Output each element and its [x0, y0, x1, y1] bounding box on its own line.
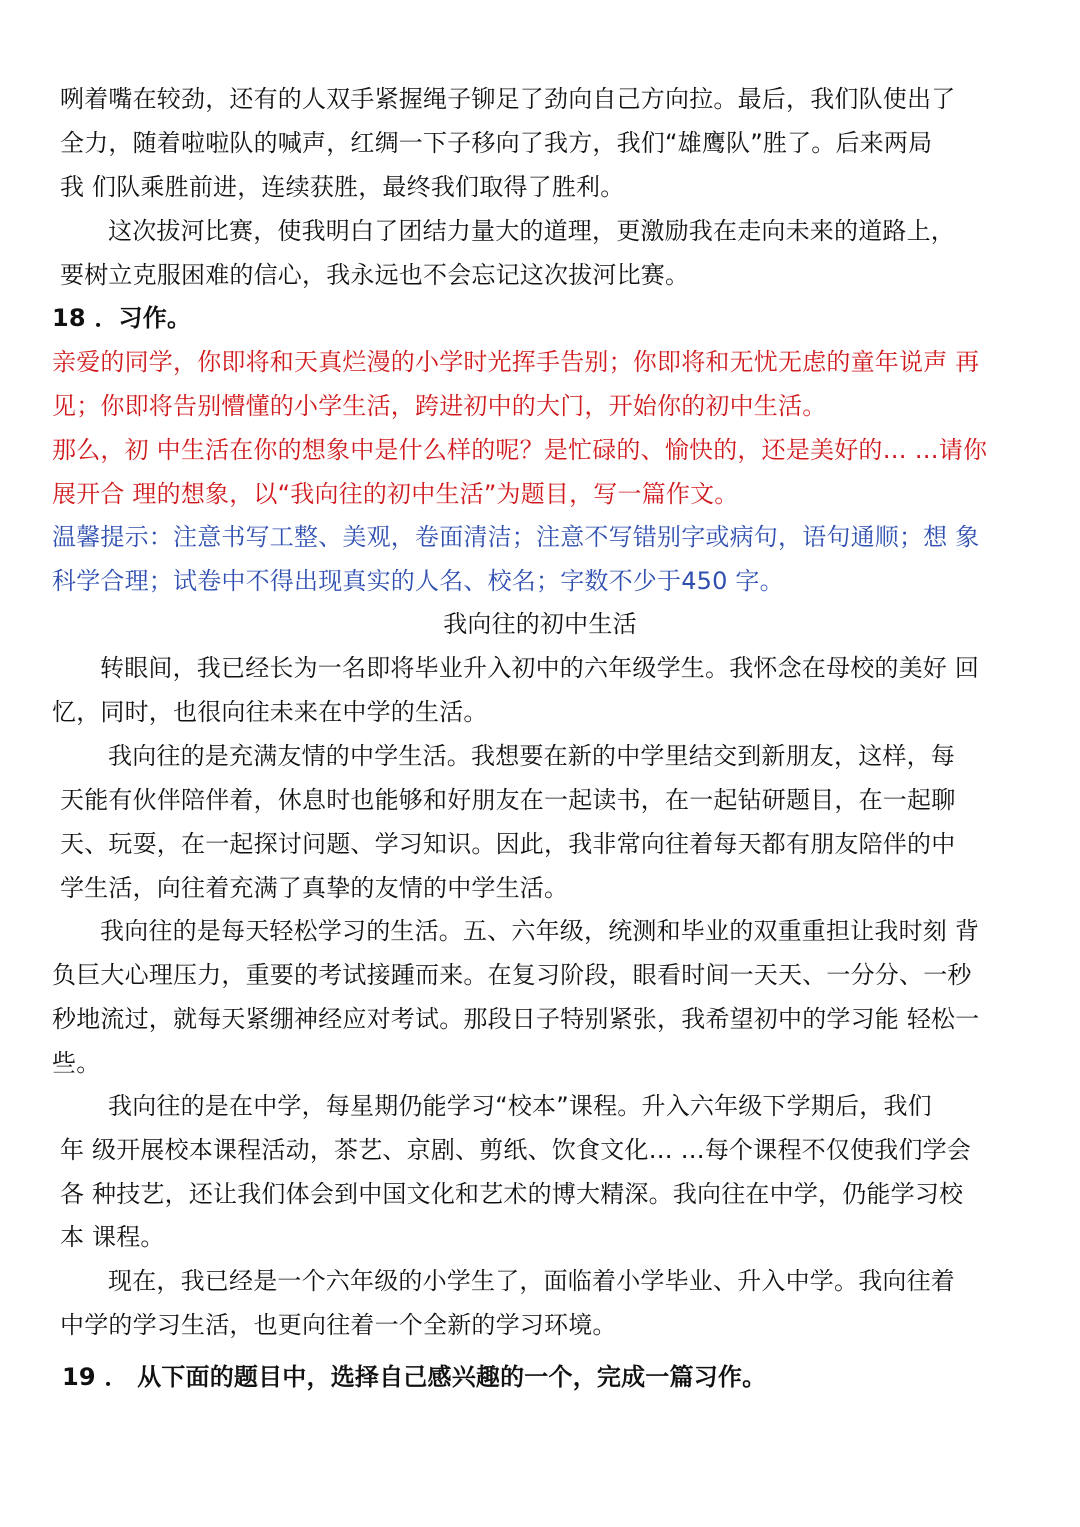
- tip-line-2: 科学合理；试卷中不得出现真实的人名、校名；字数不少于450 字。: [52, 567, 784, 595]
- essay-line-5: 天、玩耍，在一起探讨问题、学习知识。因此，我非常向往着每天都有朋友陪伴的中: [60, 830, 956, 858]
- essay-title: 我向往的初中生活: [443, 610, 637, 638]
- prompt-line-2: 见；你即将告别懵懂的小学生活，跨进初中的大门，开始你的初中生活。: [52, 392, 827, 420]
- essay-line-11: 我向往的是在中学，每星期仍能学习“校本”课程。升入六年级下学期后，我们: [108, 1092, 932, 1120]
- story-line-3: 我 们队乘胜前进，连续获胜，最终我们取得了胜利。: [60, 173, 625, 201]
- essay-line-6: 学生活，向往着充满了真挚的友情的中学生活。: [60, 874, 569, 902]
- tip-line-1: 温馨提示：注意书写工整、美观，卷面清洁；注意不写错别字或病句，语句通顺；想 象: [52, 523, 980, 551]
- essay-line-9: 秒地流过，就每天紧绷神经应对考试。那段日子特别紧张，我希望初中的学习能 轻松一: [52, 1005, 980, 1033]
- prompt-line-3: 那么，初 中生活在你的想象中是什么样的呢？是忙碌的、愉快的，还是美好的… …请你: [52, 436, 988, 464]
- essay-line-10: 些。: [52, 1049, 101, 1077]
- essay-line-4: 天能有伙伴陪伴着，休息时也能够和好朋友在一起读书，在一起钻研题目，在一起聊: [60, 786, 956, 814]
- essay-line-2: 忆，同时，也很向往未来在中学的生活。: [52, 698, 488, 726]
- essay-line-3: 我向往的是充满友情的中学生活。我想要在新的中学里结交到新朋友，这样，每: [108, 742, 955, 770]
- prompt-line-4: 展开合 理的想象，以“我向往的初中生活”为题目，写一篇作文。: [52, 480, 739, 508]
- question-18-heading: 18 ．习作。: [52, 304, 192, 332]
- essay-line-14: 本 课程。: [60, 1223, 165, 1251]
- story-line-2: 全力，随着啦啦队的喊声，红绸一下子移向了我方，我们“雄鹰队”胜了。后来两局: [60, 129, 933, 157]
- question-19-heading: 19 ． 从下面的题目中，选择自己感兴趣的一个，完成一篇习作。: [62, 1363, 767, 1391]
- essay-line-1: 转眼间，我已经长为一名即将毕业升入初中的六年级学生。我怀念在母校的美好 回: [100, 654, 980, 682]
- story-conclusion-line-2: 要树立克服困难的信心，我永远也不会忘记这次拔河比赛。: [60, 261, 690, 289]
- essay-line-15: 现在，我已经是一个六年级的小学生了，面临着小学毕业、升入中学。我向往着: [108, 1267, 955, 1295]
- prompt-line-1: 亲爱的同学，你即将和天真烂漫的小学时光挥手告别；你即将和无忧无虑的童年说声 再: [52, 348, 980, 376]
- story-line-1: 咧着嘴在较劲，还有的人双手紧握绳子铆足了劲向自己方向拉。最后，我们队使出了: [60, 85, 956, 113]
- story-conclusion-line-1: 这次拔河比赛，使我明白了团结力量大的道理，更激励我在走向未来的道路上，: [108, 217, 955, 245]
- essay-line-13: 各 种技艺，还让我们体会到中国文化和艺术的博大精深。我向往在中学，仍能学习校: [60, 1180, 964, 1208]
- essay-line-16: 中学的学习生活，也更向往着一个全新的学习环境。: [60, 1311, 617, 1339]
- essay-line-7: 我向往的是每天轻松学习的生活。五、六年级，统测和毕业的双重重担让我时刻 背: [100, 917, 980, 945]
- essay-line-8: 负巨大心理压力，重要的考试接踵而来。在复习阶段，眼看时间一天天、一分分、一秒: [52, 961, 972, 989]
- essay-line-12: 年 级开展校本课程活动，茶艺、京剧、剪纸、饮食文化… …每个课程不仅使我们学会: [60, 1136, 972, 1164]
